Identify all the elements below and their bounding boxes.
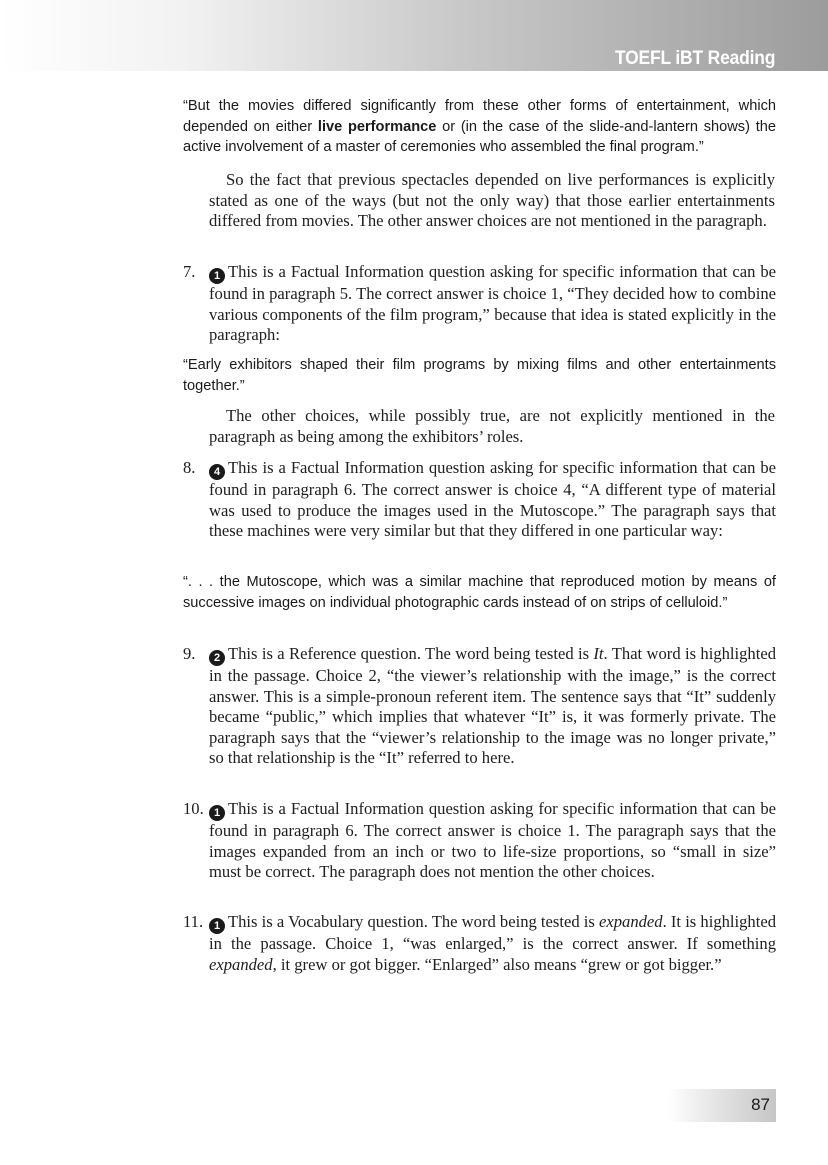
page-number: 87	[751, 1095, 770, 1114]
item-number: 10.	[183, 799, 204, 818]
answer-circle-icon: 1	[209, 268, 225, 284]
answer-item-8: 8. 4 This is a Factual Information question asking for specific information that can be found in paragraph 6. The correct answer is choice 4, “A different type of material was used to produce the images used in the Mutoscope.” The paragraph says that these machines were very similar but that they differed in one particular way:	[183, 458, 776, 540]
item-number: 7.	[183, 262, 196, 281]
answer-circle-icon: 2	[209, 650, 225, 666]
item-number: 11.	[183, 912, 204, 931]
explanation-paragraph-7: The other choices, while possibly true, are not explicitly mentioned in the paragraph as being among the exhibitors’ roles.	[209, 406, 775, 446]
bold-phrase: live performance	[317, 118, 437, 135]
answer-item-7: 7. 1 This is a Factual Information question asking for specific information that can be found in paragraph 5. The correct answer is choice 1, “They decided how to combine various components of the film program,” because that idea is stated explicitly in the paragraph:	[183, 262, 776, 344]
answer-item-10: 10. 1 This is a Factual Information question asking for specific information that can be found in paragraph 6. The correct answer is choice 1. The paragraph says that the images expanded from an inch or two to life-size proportions, so “small in size” must be correct. The paragraph does not mention the other choices.	[183, 799, 776, 881]
item-number: 8.	[183, 458, 196, 477]
running-header-title: TOEFL iBT Reading	[614, 48, 775, 69]
quote-early-exhibitors: “Early exhibitors shaped their film programs by mixing films and other entertainments together.”	[183, 357, 776, 394]
item-number: 9.	[183, 644, 196, 663]
answer-item-11: 11. 1 This is a Vocabulary question. The word being tested is expanded. It is highlighted in the passage. Choice 1, “was enlarged,” is the correct answer. If something expanded, it grew or got bigger. “Enlarged” also means “grew or got bigger.”	[183, 912, 776, 974]
quote-mutoscope: “. . . the Mutoscope, which was a similar machine that reproduced motion by means of successive images on individual photographic cards instead of on strips of celluloid.”	[183, 574, 776, 611]
answer-circle-icon: 1	[209, 805, 225, 821]
answer-item-9: 9. 2 This is a Reference question. The word being tested is It. That word is highlighted in the passage. Choice 2, “the viewer’s relationship with the image,” is the correct answer. This is a simple-pronoun referent item. The sentence says that “It” suddenly became “public,” which implies that whatever “It” is, it was formerly private. The paragraph says that the “viewer’s relationship to the image was no longer private,” so that relationship is the “It” referred to here.	[183, 644, 777, 767]
quote-live-performance: “But the movies differed significantly from these other forms of entertainment, which depended on either live performance or (in the case of the slide-and-lantern shows) the active involvement of a master of ceremonies who assembled the final program.”	[183, 98, 776, 155]
answer-circle-icon: 1	[209, 918, 225, 934]
explanation-paragraph-6: So the fact that previous spectacles depended on live performances is explicitly stated as one of the ways (but not the only way) that those earlier entertainments differed from movies. The other answer choices are not mentioned in the paragraph.	[209, 170, 775, 230]
answer-circle-icon: 4	[209, 464, 225, 480]
